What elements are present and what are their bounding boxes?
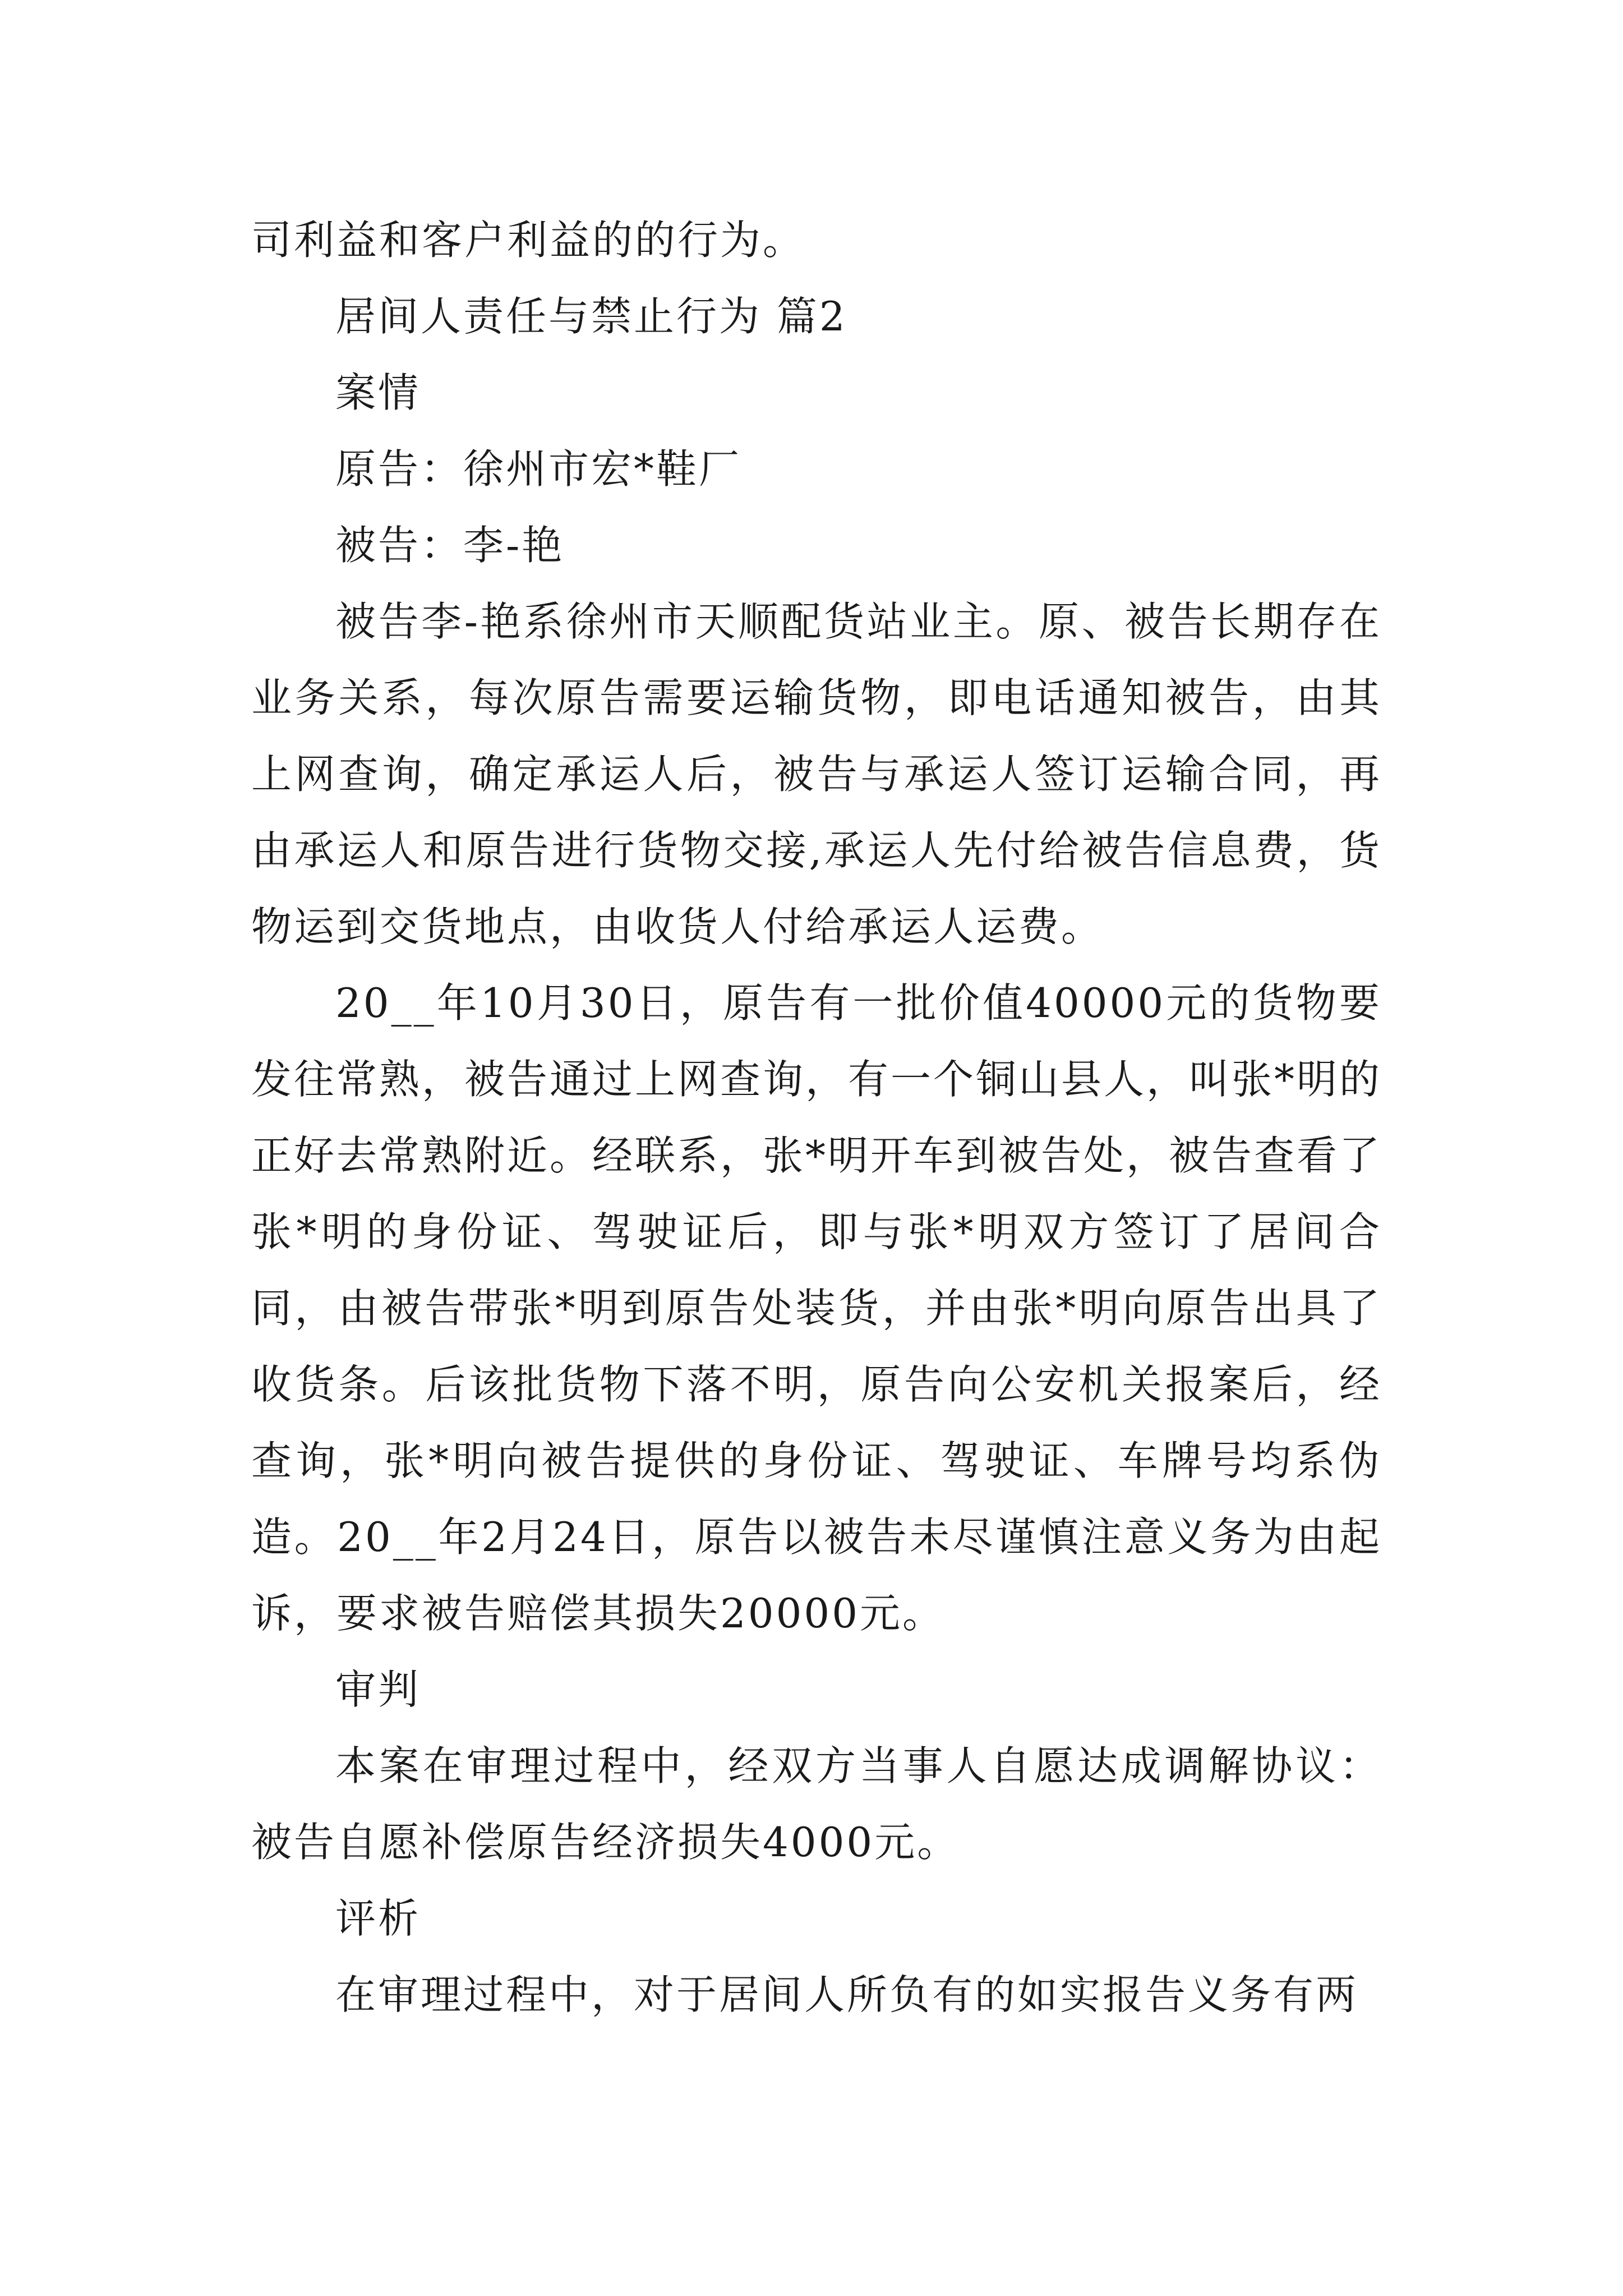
subheading-case: 案情 bbox=[335, 369, 421, 416]
subheading-trial: 审判 bbox=[335, 1666, 421, 1713]
paragraph-trial: 本案在审理过程中，经双方当事人自愿达成调解协议：被告自愿补偿原告经济损失4000元。 bbox=[251, 1742, 1382, 1866]
paragraph-continuation: 司利益和客户利益的的行为。 bbox=[251, 217, 806, 264]
paragraph-facts: 20__年10月30日，原告有一批价值40000元的货物要发往常熟，被告通过上网查询，有一个铜山县人，叫张*明的正好去常熟附近。经联系，张*明开车到被告处，被告查看了张*明的身份证、驾驶证后，即与张*明双方签订了居间合同，由被告带张*明到原告处装货，并由张*明向原告出具了收货条。后该批货物下落不明，原告向公安机关报案后，经查询，张*明向被告提供的身份证、驾驶证、车牌号均系伪造。20__年2月24日，原告以被告未尽谨慎注意义务为由起诉，要求被告赔偿其损失20000元。 bbox=[251, 979, 1382, 1637]
subheading-analysis: 评析 bbox=[335, 1895, 421, 1942]
document-body bbox=[251, 202, 1382, 2033]
defendant-line: 被告：李-艳 bbox=[335, 522, 565, 569]
paragraph-background: 被告李-艳系徐州市天顺配货站业主。原、被告长期存在业务关系，每次原告需要运输货物，即电话通知被告，由其上网查询，确定承运人后，被告与承运人签订运输合同，再由承运人和原告进行货物交接,承运人先付给被告信息费，货物运到交货地点，由收货人付给承运人运费。 bbox=[251, 598, 1382, 950]
section-heading: 居间人责任与禁止行为 篇2 bbox=[335, 293, 847, 340]
paragraph-analysis: 在审理过程中，对于居间人所负有的如实报告义务有两 bbox=[335, 1971, 1359, 2018]
plaintiff-line: 原告：徐州市宏*鞋厂 bbox=[335, 445, 742, 493]
